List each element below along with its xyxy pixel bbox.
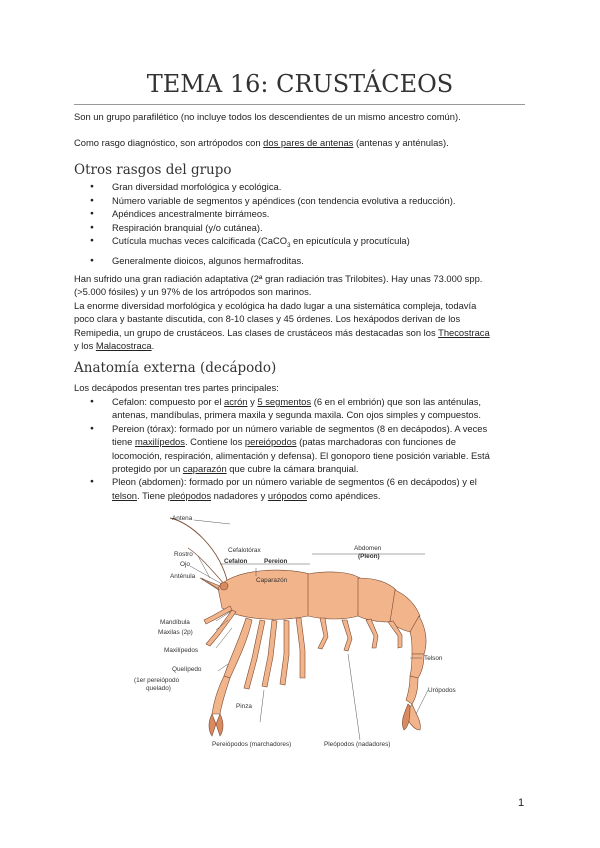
text-span: nadadores y — [211, 489, 268, 501]
uropod-shape — [402, 704, 410, 730]
subscript: 3 — [287, 243, 291, 250]
term-pleopodos: pleópodos — [167, 489, 212, 501]
text-span: . Contiene los — [184, 436, 245, 448]
heading-anatomia-externa: Anatomía externa (decápodo) — [74, 360, 277, 376]
label-pereion: Pereion — [264, 558, 288, 565]
label-ojo: Ojo — [180, 561, 190, 568]
term-dos-pares-de-antenas: dos pares de antenas — [263, 137, 354, 148]
text-line: poco clara y bastante discutida, con 8-10 clases y 45 órdenes. Los hexápodos derivan de los — [74, 313, 461, 325]
text-span: . — [151, 340, 155, 352]
term-caparazon: caparazón — [182, 463, 227, 475]
text-line — [74, 339, 530, 352]
label-pereiopodos: Pereiópodos (marchadores) — [212, 741, 292, 748]
text-span: como apéndices. — [306, 489, 381, 501]
text-line: La enorme diversidad morfológica y ecológica ha dado lugar a una sistemática compleja, todavía — [74, 299, 477, 311]
text-span: en epicutícula y procutícula) — [290, 235, 410, 247]
traits-list — [90, 180, 530, 267]
text-line: antenas, mandíbulas, primera maxila y segunda maxila. Con ojos simples y compuestos. — [112, 409, 481, 421]
text-line: ● Pleon (abdomen): formado por un número variable de segmentos (6 en decápodos) y el — [112, 476, 477, 488]
list-item: ● Número variable de segmentos y apéndices (con tendencia evolutiva a reducción). — [90, 194, 530, 208]
anatomy-list — [90, 395, 530, 502]
label-antena: Antena — [172, 515, 193, 522]
label-quelipedo: Quelípedo — [172, 666, 202, 673]
text-line: Han sufrido una gran radiación adaptativa (2ª gran radiación tras Trilobites). Hay unas 73.000 spp. — [74, 273, 483, 284]
text-span: protegido por un — [112, 463, 183, 475]
label-pinza: Pinza — [236, 703, 252, 710]
page-number: 1 — [518, 797, 525, 809]
label-pleon: (Pleon) — [358, 553, 380, 560]
list-item: ● Respiración branquial (y/o cutánea). — [90, 221, 530, 235]
label-maxilipedos: Maxilípedos — [164, 647, 199, 654]
text-span: (antenas y anténulas). — [353, 137, 449, 148]
list-item-pleon — [90, 475, 530, 502]
label-uropodos: Urópodos — [428, 687, 456, 694]
text-line — [112, 462, 530, 475]
label-antenula: Anténula — [170, 573, 196, 580]
text-span: y los — [74, 340, 96, 352]
text-span: . Tiene — [137, 489, 168, 501]
text-span: (6 en el embrión) que son las anténulas, — [311, 396, 481, 407]
list-item-pereion — [90, 422, 530, 476]
label-telson: Telson — [424, 655, 443, 662]
list-item-cefalon — [90, 395, 530, 422]
radiation-paragraph — [74, 272, 530, 352]
label-caparazon: Caparazón — [256, 577, 288, 584]
label-quelipedo-line2: (1er pereiópodo — [134, 677, 180, 684]
label-leaders — [190, 520, 428, 740]
label-maxilas: Maxilas (2p) — [158, 629, 193, 636]
eye-shape — [220, 582, 228, 590]
label-pleopodos: Pleópodos (nadadores) — [324, 741, 391, 748]
term-acron: acrón — [224, 396, 248, 407]
text-span: que cubre la cámara branquial. — [226, 463, 359, 475]
list-item: ● Gran diversidad morfológica y ecológica. — [90, 180, 530, 194]
text-span: Cutícula muchas veces calcificada (CaCO — [112, 235, 288, 247]
text-span: Cefalon: compuesto por el — [112, 396, 225, 407]
list-item: ● Apéndices ancestralmente birrámeos. — [90, 207, 530, 221]
text-span: (patas marchadoras con funciones de — [296, 436, 456, 448]
text-span: y — [247, 396, 258, 407]
label-cefalon: Cefalon — [224, 558, 248, 565]
heading-otros-rasgos: Otros rasgos del grupo — [74, 162, 232, 178]
term-uropodos: urópodos — [267, 489, 307, 501]
text-line — [112, 435, 530, 448]
label-rostro: Rostro — [174, 551, 193, 558]
term-thecostraca: Thecostraca — [438, 326, 490, 338]
intro-paragraph-2 — [74, 136, 530, 149]
text-line — [112, 489, 530, 502]
list-item — [90, 234, 530, 253]
label-abdomen: Abdomen — [354, 545, 382, 552]
shrimp-illustration — [170, 518, 426, 736]
term-maxilipedos: maxilípedos — [134, 436, 185, 448]
text-span: Como rasgo diagnóstico, son artrópodos con — [74, 137, 264, 148]
text-line: locomoción, respiración, alimentación y defensa). El gonoporo tiene posición variable. Está — [112, 449, 490, 461]
intro-paragraph-1: Son un grupo parafilético (no incluye todos los descendientes de un mismo ancestro común). — [74, 111, 461, 122]
term-pereiopodos: pereiópodos — [244, 436, 297, 448]
label-cefalotorax: Cefalotórax — [228, 547, 261, 554]
text-line — [74, 326, 530, 339]
term-telson: telson — [112, 489, 138, 501]
label-mandibula: Mandíbula — [160, 619, 190, 626]
term-5-segmentos: 5 segmentos — [257, 396, 312, 407]
text-span: tiene — [112, 436, 135, 448]
decapod-anatomy-figure — [134, 508, 460, 754]
term-malacostraca: Malacostraca — [95, 340, 152, 352]
label-quelipedo-line3: quelado) — [146, 685, 171, 692]
anatomy-lead: Los decápodos presentan tres partes principales: — [74, 382, 279, 393]
text-line: ● Pereion (tórax): formado por un número variable de segmentos (8 en decápodos). A veces — [112, 422, 488, 434]
text-line — [112, 395, 530, 408]
text-span: Remipedia, un grupo de crustáceos. Las clases de crustáceos más destacadas son los — [74, 326, 439, 338]
page-title: TEMA 16: CRUSTÁCEOS — [146, 70, 454, 98]
text-line: (>5.000 fósiles) y un 97% de los artrópodos son marinos. — [74, 286, 312, 298]
list-item: ● Generalmente dioicos, algunos hermafroditas. — [90, 254, 530, 268]
title-divider — [74, 104, 525, 105]
